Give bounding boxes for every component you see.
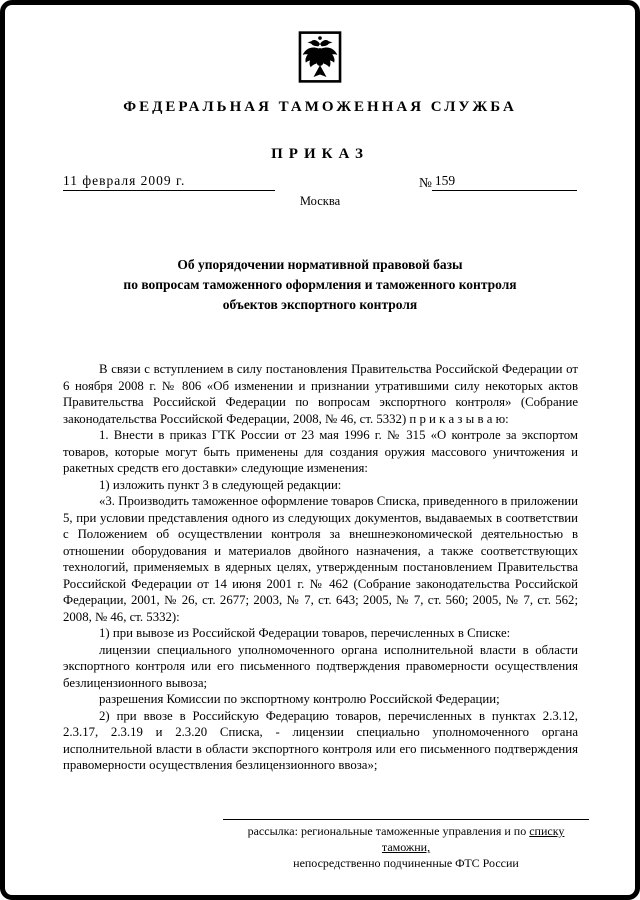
distribution-text: рассылка: региональные таможенные управления и по <box>247 824 530 838</box>
title-line-3: объектов экспортного контроля <box>222 297 418 312</box>
distribution-underlined-text: списку таможни, <box>381 824 565 854</box>
coat-of-arms-emblem <box>298 31 342 83</box>
agency-name: ФЕДЕРАЛЬНАЯ ТАМОЖЕННАЯ СЛУЖБА <box>123 99 517 115</box>
body-paragraph: 1) изложить пункт 3 в следующей редакции: <box>99 477 342 492</box>
body-paragraph: В связи с вступлением в силу постановления Правительства Российской Федерации от 6 ноября 2008 г. № 806 «Об изменении и признании утратившими силу некоторых актов Правительства Российской Федерации по вопросам экспортного контроля» (Собрание законодательства Российской Федерации, 2008, № 46, ст. 5332) п р и к а з ы в а ю: <box>63 362 578 426</box>
number-sign: № <box>419 175 432 190</box>
distribution-line-2: непосредственно подчиненные ФТС России <box>293 856 519 870</box>
double-headed-eagle-icon <box>298 31 342 83</box>
footer-rule <box>223 819 589 820</box>
title-line-2: по вопросам таможенного оформления и таможенного контроля <box>123 277 517 292</box>
document-city: Москва <box>299 194 341 208</box>
body-paragraph: лицензии специального уполномоченного органа исполнительной власти в области экспортного контроля или его письменного подтверждения правомерности осуществления безлицензионного вывоза; <box>63 642 578 690</box>
body-paragraph: «3. Производить таможенное оформление товаров Списка, приведенного в приложении 5, при условии представления одного из следующих документов, выдаваемых в соответствии с Положением об осуществлении контроля за внешнеэкономической деятельностью в отношении оборудования и материалов двойного назначения, а также соответствующих технологий, применяемых в ядерных целях, утвержденным постановлением Правительства Российской Федерации от 14 июня 2001 г. № 462 (Собрание законодательства Российской Федерации, 2001, № 26, ст. 2677; 2003, № 7, ст. 643; 2005, № 7, ст. 560; 2005, № 7, ст. 562; 2008, № 46, ст. 5332): <box>63 494 578 624</box>
document-date: 11 февраля 2009 г. <box>63 173 275 191</box>
body-paragraph: разрешения Комиссии по экспортному контролю Российской Федерации; <box>99 692 500 706</box>
date-number-row <box>63 173 577 191</box>
document-number-value: 159 <box>432 173 577 191</box>
body-paragraph: 2) при ввозе в Российскую Федерацию товаров, перечисленных в пунктах 2.3.12, 2.3.17, 2.3.19 и 2.3.20 Списка, - лицензии специально уполномоченного органа исполнительной власти в области экспортного контроля или его письменного подтверждения правомерности осуществления безлицензионного ввоза»; <box>63 708 578 772</box>
document-type-heading: ПРИКАЗ <box>271 146 369 162</box>
body-paragraph: 1. Внести в приказ ГТК России от 23 мая 1996 г. № 315 «О контроле за экспортом товаров, которые могут быть применены для создания оружия массового уничтожения и ракетных средств его доставки» следующие изменения: <box>63 428 578 475</box>
title-line-1: Об упорядочении нормативной правовой базы <box>177 257 463 272</box>
distribution-line-1 <box>223 823 589 855</box>
document-title <box>70 255 570 315</box>
document-number <box>419 173 577 191</box>
body-paragraph: 1) при вывозе из Российской Федерации товаров, перечисленных в Списке: <box>99 626 511 640</box>
document-body <box>63 361 578 774</box>
distribution-note <box>223 819 589 871</box>
